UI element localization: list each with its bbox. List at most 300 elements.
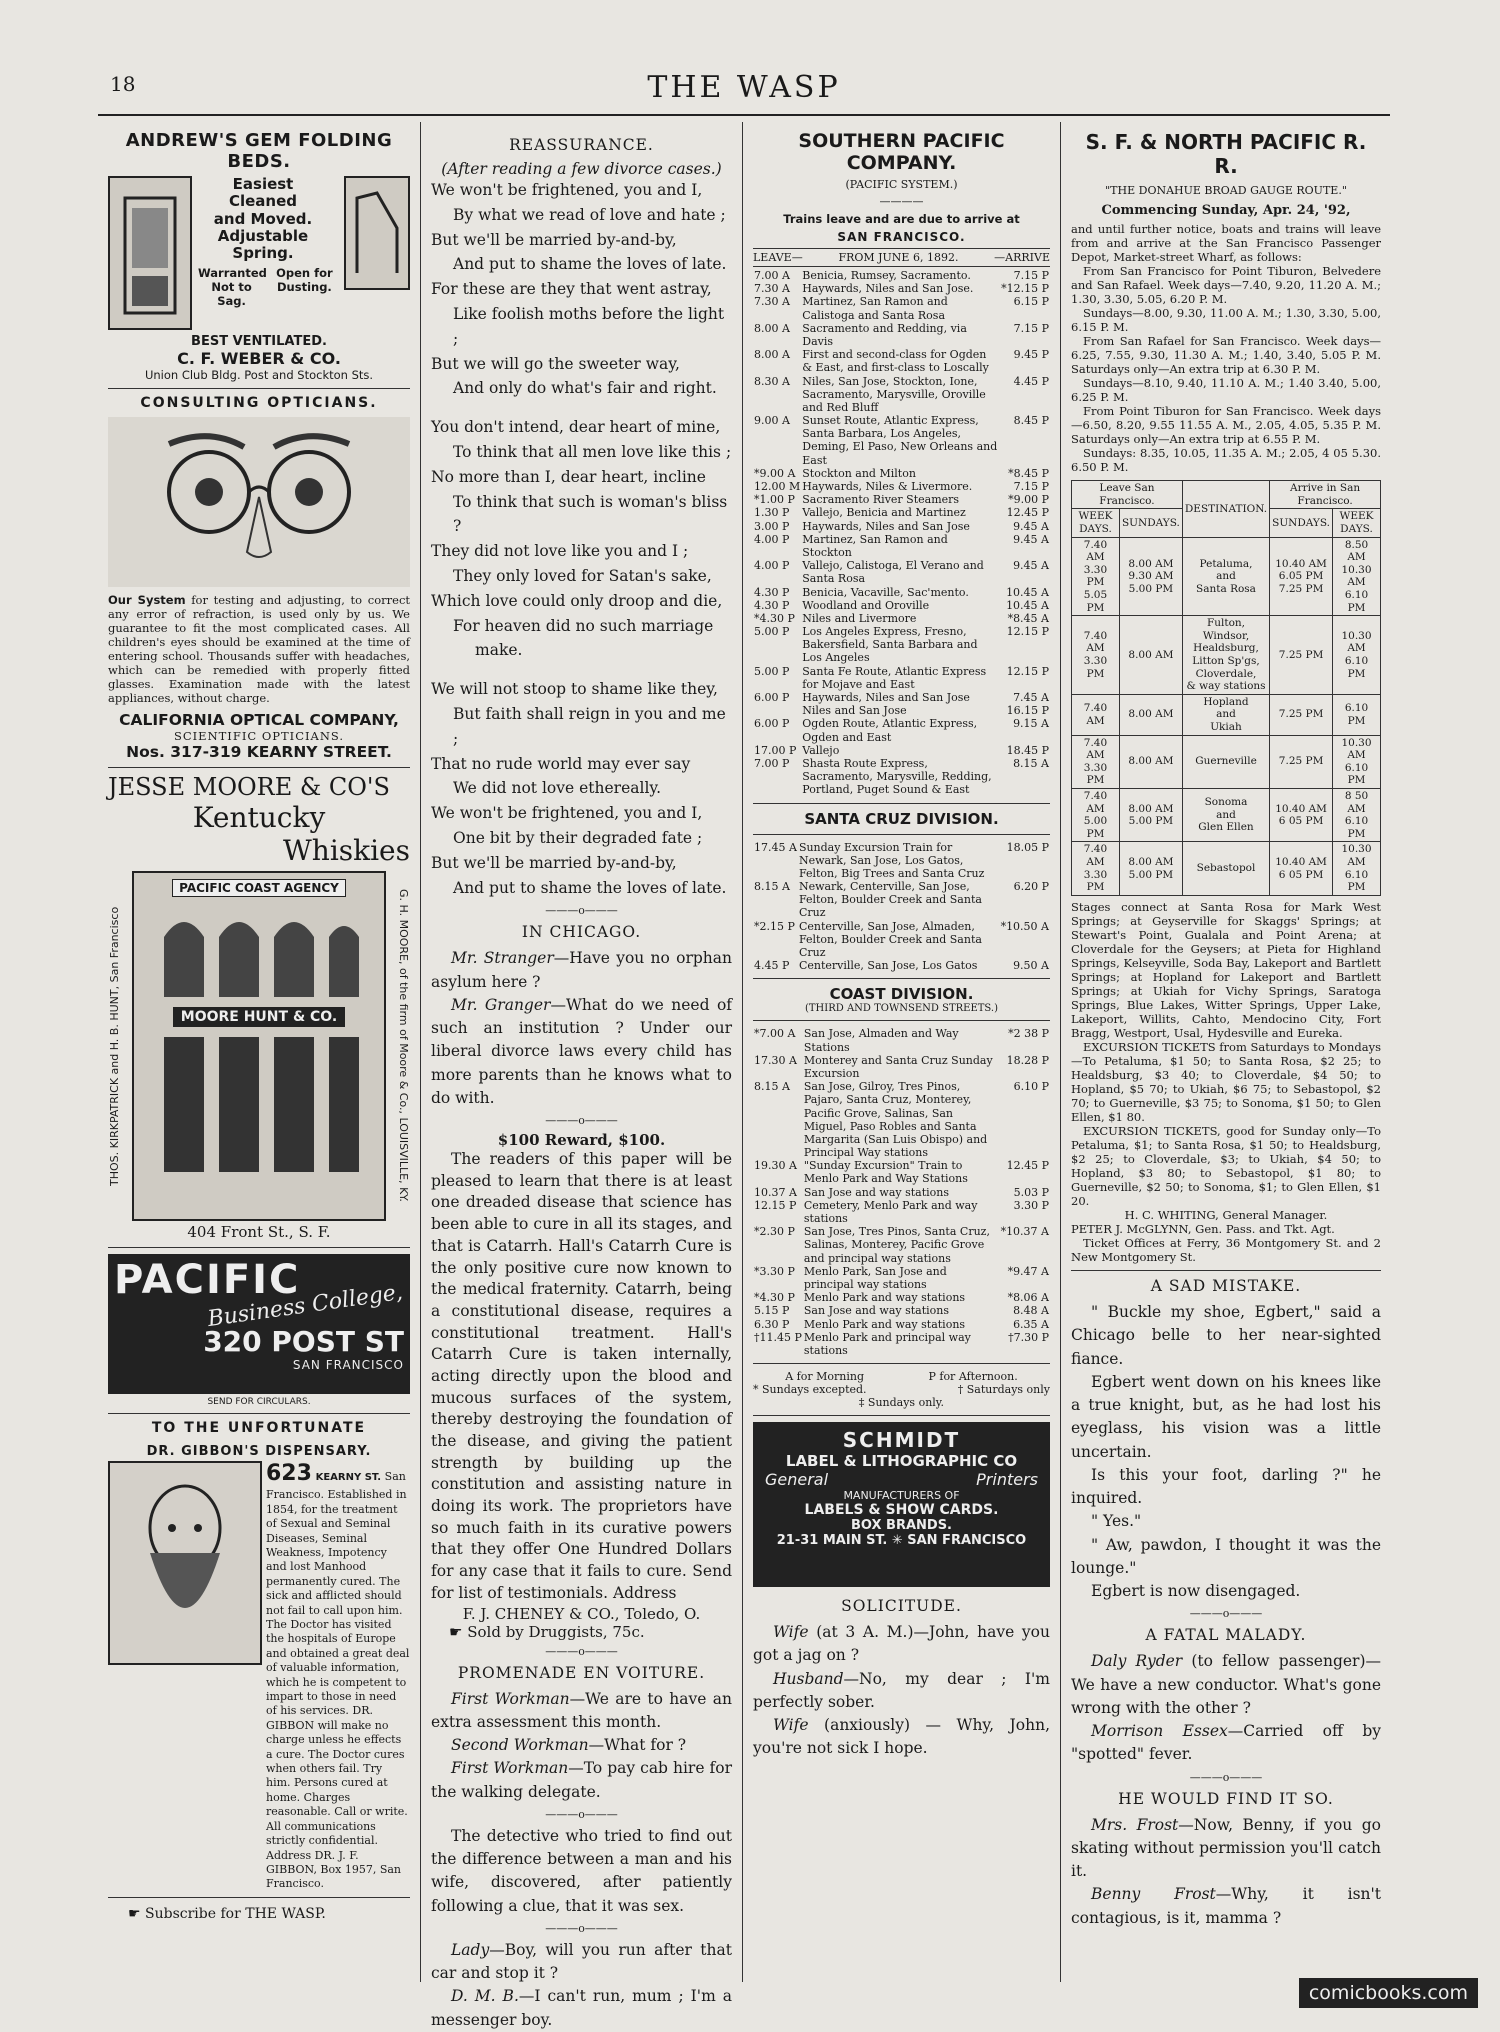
timetable-cell: Sacramento and Redding, via Davis bbox=[802, 321, 967, 348]
timetable-cell: 7.15 P bbox=[1013, 269, 1049, 282]
dialogue-text: —What for ? bbox=[588, 1736, 687, 1754]
solicitude-dialogue bbox=[753, 1621, 1050, 1761]
timetable-cell: 4.00 P bbox=[754, 559, 790, 573]
schmidt-labels: LABELS & SHOW CARDS. bbox=[804, 1502, 999, 1519]
schedule-cell: 7.40 AM 5.00 PM bbox=[1072, 788, 1120, 841]
bed-feature: Easiest bbox=[232, 175, 294, 193]
timetable-cell: 8.15 A bbox=[1013, 756, 1049, 770]
timetable-row bbox=[753, 612, 1050, 625]
timetable-cell: *3.30 P bbox=[754, 1264, 795, 1278]
sfnp-paragraph: From San Francisco for Point Tiburon, Belvedere and San Rafael. Week days—7.40, 9.20, 11.20 A. M.; 1.30, 3.30, 5.05, 6.20 P. M. bbox=[1071, 264, 1381, 307]
sfnp-commencing: Commencing Sunday, Apr. 24, '92, bbox=[1101, 203, 1351, 218]
optical-company: CALIFORNIA OPTICAL COMPANY, bbox=[119, 711, 399, 730]
timetable-cell: Monterey and Santa Cruz Sunday Excursion bbox=[803, 1053, 993, 1080]
timetable-cell: *7.00 A bbox=[754, 1027, 796, 1041]
gibbon-street: KEARNY ST. bbox=[315, 1471, 382, 1483]
timetable-cell bbox=[753, 704, 801, 717]
eyes-glasses-illustration bbox=[108, 417, 410, 587]
college-street: 320 POST ST bbox=[203, 1324, 404, 1358]
timetable-cell: Sacramento River Steamers bbox=[802, 493, 960, 507]
schedule-cell: 7.25 PM bbox=[1270, 694, 1333, 735]
timetable-row bbox=[753, 717, 1050, 743]
timetable-cell: 6.35 A bbox=[1013, 1317, 1049, 1331]
sfnp-paragraph: and until further notice, boats and trains will leave from and arrive at the San Francisco Passenger Depot, Market-street Wharf, as follows: bbox=[1071, 222, 1381, 265]
timetable-cell: "Sunday Excursion" Train to Menlo Park and Way Stations bbox=[803, 1159, 968, 1186]
timetable-cell: 4.30 P bbox=[754, 598, 790, 612]
college-name: Business College, bbox=[206, 1279, 405, 1332]
schedule-cell: 8.00 AM bbox=[1119, 694, 1182, 735]
timetable-cell: Benicia, Vacaville, Sac'mento. bbox=[802, 585, 969, 599]
story-paragraph: " Yes." bbox=[1091, 1512, 1142, 1531]
timetable-row bbox=[753, 691, 1050, 704]
poem-body bbox=[431, 178, 732, 900]
timetable-cell: Benicia, Rumsey, Sacramento. bbox=[802, 269, 971, 282]
moore-title: JESSE MOORE & CO'S bbox=[108, 773, 390, 802]
timetable-row bbox=[753, 1186, 1050, 1199]
timetable-row bbox=[753, 375, 1050, 415]
timetable-cell: San Jose, Gilroy, Tres Pinos, Pajaro, Santa Cruz, Monterey, Pacific Grove, Salinas, San Miguel, Paso Robles and Santa Margarita (San Luis Obispo) and Principal Way stations bbox=[803, 1080, 988, 1160]
coast-sub: (THIRD AND TOWNSEND STREETS.) bbox=[804, 1003, 999, 1015]
timetable-cell: 9.45 A bbox=[1013, 519, 1049, 533]
timetable-cell: 3.00 P bbox=[754, 519, 790, 533]
column-2: REASSURANCE. (After reading a few divorce cases.) We won't be frightened, you and I, By what we read of love and hate ; But we'll be married by-and-by, And put to shame the loves of late. For these are they that went astray, Like foolish moths before the light ; But we will go the sweeter way, And only do what's fair and right. You don't intend, dear heart of mine, To think that all men love like this ; No more than I, dear heart, incline To think that such is woman's bliss ? They did not love like you and I ; They only loved for Satan's sake, Which love could only droop and die, For heaven did no such marriage make. We will not stoop to shame like they, But faith shall reign in you and me ; That no rude world may ever say We did not love ethereally. We won't be frightened, you and I, One bit by their degraded fate ; But we'll be married by-and-by, And put to shame the loves of late. ———o——— IN CHICAGO. Mr. Stranger—Have you no orphan asylum here ? Mr. Granger—What do we need of such an institution ? Under our liberal divorce laws every child has more parents than he knows what to do with. ———o——— $100 Reward, $100. The readers of this paper will be pleased to learn that there is at least one dreaded disease that science has been able to cure in all its stages, and that is Catarrh. Hall's Catarrh Cure is the only positive cure now known to the medical fraternity. Catarrh, being a constitutional disease, requires a constitutional treatment. Hall's Catarrh Cure is taken internally, acting directly upon the blood and mucous surfaces of the system, thereby destroying the foundation of the disease, and giving the patient strength by building up the constitution and assisting nature in doing its work. The proprietors have so much faith in its curative powers that they offer One Hundred Dollars for any case that it fails to cure. Send for list of testimonials. Address F. J. CHENEY & CO., Toledo, O. ☛ Sold by Druggists, 75c. ———o——— PROMENADE EN VOITURE. First Workman—We are to have an extra assessment this month. Second Workman—What for ? First Workman—To pay cab hire for the walking delegate. ———o——— The detective who tried to find out the difference between a man and his wife, discovered, after patiently following a clue, that it was sex. ———o——— Lady—Boy, will you run after that car and stop it ? D. M. B.—I can't run, mum ; I'm a messenger boy. bbox=[421, 122, 743, 1982]
timetable-cell: 6.10 P bbox=[1013, 1080, 1049, 1094]
poem-line: Like foolish moths before the light ; bbox=[453, 304, 725, 348]
watermark: comicbooks.com bbox=[1299, 1978, 1478, 2008]
timetable-row bbox=[753, 704, 1050, 717]
timetable-legend: A for Morning P for Afternoon. * Sundays excepted. † Saturdays only ‡ Sundays only. bbox=[753, 1370, 1050, 1410]
speaker-name: Wife bbox=[773, 1623, 809, 1642]
schedule-cell: 7.40 AM 3.30 PM bbox=[1072, 842, 1120, 895]
timetable-cell: Niles and San Jose bbox=[802, 704, 907, 718]
masthead bbox=[98, 60, 1390, 108]
speaker-name: Wife bbox=[773, 1716, 809, 1735]
optical-lead: Our System bbox=[108, 593, 186, 607]
santa-cruz-title: SANTA CRUZ DIVISION. bbox=[804, 809, 999, 828]
schedule-cell: 10.40 AM 6 05 PM bbox=[1270, 788, 1333, 841]
chicago-title: IN CHICAGO. bbox=[521, 923, 642, 942]
beds-ventilated: BEST VENTILATED. bbox=[191, 334, 327, 349]
timetable-cell: 7.30 A bbox=[754, 282, 790, 296]
timetable-cell: *9.47 A bbox=[1007, 1264, 1049, 1278]
timetable-cell: Haywards, Niles and San Jose bbox=[802, 519, 970, 533]
schedule-row bbox=[1072, 788, 1381, 841]
sp-header-row: LEAVE— FROM JUNE 6, 1892. —ARRIVE bbox=[753, 251, 1050, 264]
story-paragraph: " Buckle my shoe, Egbert," said a Chicago belle to her near-sighted fiance. bbox=[1071, 1303, 1381, 1368]
bed-feature: Spring. bbox=[232, 244, 294, 262]
timetable-cell: 8.00 A bbox=[754, 348, 790, 362]
timetable-cell: 9.45 A bbox=[1013, 559, 1049, 573]
sfnp-route: "THE DONAHUE BROAD GAUGE ROUTE." bbox=[1105, 184, 1347, 197]
timetable-cell: Haywards, Niles & Livermore. bbox=[802, 480, 973, 493]
timetable-row bbox=[753, 269, 1050, 282]
timetable-cell: 8.15 A bbox=[754, 880, 790, 894]
dialogue-text: —We are to have an extra assessment this month. bbox=[431, 1689, 732, 1731]
poem-line: To think that such is woman's bliss ? bbox=[453, 492, 728, 536]
chicago-dialogue: Mr. Stranger—Have you no orphan asylum here ? Mr. Granger—What do we need of such an institution ? Under our liberal divorce laws every child has more parents than he knows what to do with. bbox=[431, 949, 733, 1107]
timetable-cell: †11.45 P bbox=[754, 1330, 802, 1344]
timetable-cell: 6.00 P bbox=[754, 717, 790, 731]
schmidt-name: SCHMIDT bbox=[842, 1428, 961, 1453]
lady-dialogue bbox=[431, 1939, 732, 2032]
promenade-title: PROMENADE EN VOITURE. bbox=[457, 1663, 706, 1682]
timetable-cell: Niles and Livermore bbox=[802, 611, 917, 625]
timetable-cell: 5.00 P bbox=[754, 625, 790, 639]
timetable-cell: Stockton and Milton bbox=[802, 466, 916, 480]
timetable-cell: 8.30 A bbox=[754, 374, 790, 388]
timetable-cell: Menlo Park, San Jose and principal way stations bbox=[803, 1264, 947, 1291]
gibbon-number: 623 bbox=[266, 1460, 312, 1486]
dialogue-line bbox=[431, 1757, 732, 1804]
poem-line: They only loved for Satan's sake, bbox=[453, 566, 712, 585]
timetable-row bbox=[753, 1265, 1050, 1291]
timetable-cell: 12.45 P bbox=[1006, 1159, 1049, 1173]
mistake-story bbox=[1071, 1301, 1381, 1603]
college-pacific: PACIFIC bbox=[114, 1256, 301, 1303]
schedule-cell: 7.40 AM 3.30 PM bbox=[1072, 616, 1120, 695]
moore-whiskies: Whiskies bbox=[283, 833, 410, 867]
pointing-hand-icon: ☛ bbox=[449, 1622, 463, 1641]
dialogue-text: —Now, Benny, if you go skating without permission you'll catch it. bbox=[1071, 1815, 1381, 1881]
poem-line: But faith shall reign in you and me ; bbox=[453, 704, 726, 748]
timetable-row bbox=[753, 480, 1050, 493]
schedule-row bbox=[1072, 537, 1381, 616]
timetable-row bbox=[753, 1027, 1050, 1053]
schedule-cell: 10.30 AM 6.10 PM bbox=[1333, 842, 1381, 895]
poem-line: But we'll be married by-and-by, bbox=[431, 853, 677, 872]
timetable-row bbox=[753, 1331, 1050, 1357]
publication-title: THE WASP bbox=[647, 70, 841, 105]
schedule-cell: 7.40 AM 3.30 PM 5.05 PM bbox=[1072, 537, 1120, 616]
poem-line: For these are they that went astray, bbox=[431, 280, 712, 299]
doctor-portrait bbox=[108, 1461, 262, 1665]
column-3: SOUTHERN PACIFIC COMPANY. (PACIFIC SYSTEM.) ———— Trains leave and are due to arrive at SAN FRANCISCO. LEAVE— FROM JUNE 6, 1892. —ARRIVE 7.00 A Benicia, Rumsey, Sacramento. 7.15 P 7.30 A Haywards, Niles and San Jose. *12.15 P 7.30 A Martinez, San Ramon and Calistoga and Santa Rosa 6.15 P 8.00 A Sacramento and Redding, via Davis 7.15 P 8.00 A First and second-class for Ogden & East, and first-class to Loscally 9.45 P 8.30 A Niles, San Jose, Stockton, Ione, Sacramento, Marysville, Oroville and Red Bluff 4.45 P 9.00 A Sunset Route, Atlantic Express, Santa Barbara, Los Angeles, Deming, El Paso, New Orleans and East 8.45 P *9.00 A Stockton and Milton *8.45 P 12.00 M Haywards, Niles & Livermore. 7.15 P *1.00 P Sacramento River Steamers *9.00 P 1.30 P Vallejo, Benicia and Martinez 12.45 P 3.00 P Haywards, Niles and San Jose 9.45 A 4.00 P Martinez, San Ramon and Stockton 9.45 A 4.00 P Vallejo, Calistoga, El Verano and Santa Rosa 9.45 A 4.30 P Benicia, Vacaville, Sac'mento. 10.45 A 4.30 P Woodland and Oroville 10.45 A *4.30 P Niles and Livermore *8.45 A 5.00 P Los Angeles Express, Fresno, Bakersfield, Santa Barbara and Los Angeles 12.15 P 5.00 P Santa Fe Route, Atlantic Express for Mojave and East 12.15 P 6.00 P Haywards, Niles and San Jose 7.45 A Niles and San Jose 16.15 P 6.00 P Ogden Route, Atlantic Express, Ogden and East 9.15 A 17.00 P Vallejo 18.45 P 7.00 P Shasta Route Express, Sacramento, Marysville, Redding, Portland, Puget Sound & East 8.15 A SANTA CRUZ DIVISION. 17.45 A Sunday Excursion Train for Newark, San Jose, Los Gatos, Felton, Big Trees and Santa Cruz 18.05 P 8.15 A Newark, Centerville, San Jose, Felton, Boulder Creek and Santa Cruz 6.20 P *2.15 P Centerville, San Jose, Almaden, Felton, Boulder Creek and Santa Cruz *10.50 A 4.45 P Centerville, San Jose, Los Gatos 9.50 A COAST DIVISION. (THIRD AND TOWNSEND STREETS.) *7.00 A San Jose, Almaden and Way Stations *2 38 P 17.30 A Monterey and Santa Cruz Sunday Excursion 18.28 P 8.15 A San Jose, Gilroy, Tres Pinos, Pajaro, Santa Cruz, Monterey, Pacific Grove, Salinas, San Miguel, Paso Robles and Santa Margarita (San Luis Obispo) and Principal Way stations 6.10 P 19.30 A "Sunday Excursion" Train to Menlo Park and Way Stations 12.45 P 10.37 A San Jose and way stations 5.03 P 12.15 P Cemetery, Menlo Park and way stations 3.30 P *2.30 P San Jose, Tres Pinos, Santa Cruz, Salinas, Monterey, Pacific Grove and principal way stations *10.37 A *3.30 P Menlo Park, San Jose and principal way stations *9.47 A *4.30 P Menlo Park and way stations *8.06 A 5.15 P San Jose and way stations 8.48 A 6.30 P Menlo Park and way stations 6.35 A †11.45 P Menlo Park and principal way stations †7.30 P A for Morning P for Afternoon. * Sundays excepted. † Saturdays only ‡ Sundays only. SCHMIDT LABEL & LITHOGRAPHIC CO General Printers MANUFACTURERS OF LABELS & SHOW CARDS. BOX BRANDS. 21-31 MAIN ST. ✳ SAN FRANCISCO SOLICITUDE. Wife (at 3 A. M.)—John, have you got a jag on ? Husband—No, my dear ; I'm perfectly sober. Wife (anxiously) — Why, John, you're not sick I hope. bbox=[743, 122, 1061, 1982]
schedule-cell: Guerneville bbox=[1182, 735, 1269, 788]
schedule-cell: 7.40 AM 3.30 PM bbox=[1072, 735, 1120, 788]
timetable-row bbox=[753, 880, 1050, 920]
timetable-cell: *4.30 P bbox=[754, 611, 795, 625]
timetable-row bbox=[753, 1159, 1050, 1185]
sp-trains: Trains leave and are due to arrive at bbox=[783, 212, 1020, 226]
schedule-cell: Petaluma, and Santa Rosa bbox=[1182, 537, 1269, 616]
schedule-cell: 6.10 PM bbox=[1333, 694, 1381, 735]
poem-stanza bbox=[431, 677, 732, 900]
timetable-cell: 4.30 P bbox=[754, 585, 790, 599]
moore-agency: PACIFIC COAST AGENCY bbox=[172, 879, 346, 897]
timetable-cell: 9.45 A bbox=[1013, 532, 1049, 546]
timetable-cell: 4.45 P bbox=[754, 959, 790, 973]
timetable-row bbox=[753, 959, 1050, 972]
timetable-cell: *2.30 P bbox=[754, 1225, 795, 1239]
sfnp-notes: Stages connect at Santa Rosa for Mark West Springs; at Geyserville for Skaggs' Springs; at Stewart's Point, Gualala and Point Arena; at Cloverdale for the Geysers; at Pieta for Highland Springs, Kelseyville, Soda Bay, Lakeport and Bartlett Springs; at Hopland for Lakeport and Bartlett Springs; at Ukiah for Vichy Springs, Saratoga Springs, Blue Lakes, Witter Springs, Upper Lake, Lakeport, Willits, Cahto, Mendocino City, Fort Bragg, Westport, Usal, Hydesville and Eureka. EXCURSION TICKETS from Saturdays to Mondays—To Petaluma, $1 50; to Santa Rosa, $2 25; to Healdsburg, $3 40; to Cloverdale, $4 50; to Hopland, $5 70; to Ukiah, $6 75; to Sebastopol, $2 70; to Guerneville, $3 75; to Sonoma, $1 50; to Glen Ellen, $1 80. EXCURSION TICKETS, good for Sunday only—To Petaluma, $1; to Santa Rosa, $1 50; to Healdsburg, $2 25; to Cloverdale, $3; to Ukiah, $4 50; to Hopland, $3 80; to Sebastopol, $1 80; to Guerneville, $2 50; to Sonoma, $1; to Glen Ellen, $1 20. H. C. WHITING, General Manager. PETER J. McGLYNN, Gen. Pass. and Tkt. Agt. Ticket Offices at Ferry, 36 Montgomery St. and 2 New Montgomery St. bbox=[1071, 899, 1381, 1265]
timetable-cell: San Jose and way stations bbox=[803, 1304, 950, 1318]
timetable-cell: 7.30 A bbox=[754, 295, 790, 309]
timetable-cell: 10.37 A bbox=[754, 1185, 797, 1199]
timetable-cell: 7.15 P bbox=[1013, 480, 1049, 493]
schmidt-box: BOX BRANDS. bbox=[851, 1518, 952, 1534]
dialogue-line bbox=[431, 1688, 732, 1735]
column-1 bbox=[98, 122, 421, 1982]
timetable-cell: 6.30 P bbox=[754, 1317, 790, 1331]
timetable-cell: Vallejo bbox=[802, 743, 840, 757]
timetable-cell: 12.15 P bbox=[754, 1198, 797, 1212]
poem-line: They did not love like you and I ; bbox=[431, 542, 689, 561]
dialogue-line bbox=[431, 1939, 732, 1986]
timetable-cell: 7.00 A bbox=[754, 269, 790, 282]
poem-line: You don't intend, dear heart of mine, bbox=[431, 418, 721, 437]
speaker-name: Daly Ryder bbox=[1091, 1652, 1183, 1671]
sp-sub: (PACIFIC SYSTEM.) bbox=[845, 178, 958, 191]
gibbon-text: San Francisco. Established in 1854, for the treatment of Sexual and Seminal Diseases, Seminal Weakness, Impotency and lost Manhood permanently cured. The sick and afflicted should not fail to call upon him. The Doctor has visited the hospitals of Europe and obtained a great deal of valuable information, which he is competent to impart to those in need of his services. DR. GIBBON will make no charge unless he effects a cure. The Doctor cures when others fail. Try him. Persons cured at home. Charges reasonable. Call or write. All communications strictly confidential. Address DR. J. F. GIBBON, Box 1957, San Francisco. bbox=[266, 1469, 410, 1891]
timetable-cell: 7.00 P bbox=[754, 756, 790, 770]
timetable-cell: 17.45 A bbox=[754, 840, 797, 854]
beds-company: C. F. WEBER & CO. bbox=[177, 349, 341, 368]
timetable-cell: *8.45 P bbox=[1008, 466, 1049, 480]
timetable-cell: 8.45 P bbox=[1013, 414, 1049, 428]
timetable-cell: *10.50 A bbox=[1000, 919, 1049, 933]
speaker-name: Benny Frost bbox=[1091, 1885, 1216, 1904]
timetable-cell: 7.15 P bbox=[1013, 321, 1049, 335]
timetable-cell: Menlo Park and way stations bbox=[803, 1317, 966, 1331]
subscribe-text: Subscribe for THE WASP. bbox=[145, 1905, 326, 1922]
story-paragraph: Is this your foot, darling ?" he inquired. bbox=[1071, 1465, 1381, 1508]
timetable-row bbox=[753, 414, 1050, 467]
poem-title: REASSURANCE. bbox=[509, 136, 654, 154]
timetable-row bbox=[753, 599, 1050, 612]
timetable-cell: 4.00 P bbox=[754, 532, 790, 546]
poem-line: Which love could only droop and die, bbox=[431, 591, 723, 610]
poem-line: One bit by their degraded fate ; bbox=[453, 828, 703, 847]
sp-city: SAN FRANCISCO. bbox=[837, 230, 966, 244]
timetable-row bbox=[753, 625, 1050, 665]
timetable-cell: 5.15 P bbox=[754, 1304, 790, 1318]
timetable-cell: Menlo Park and way stations bbox=[803, 1291, 966, 1305]
sfnp-title: S. F. & NORTH PACIFIC R. R. bbox=[1085, 130, 1367, 178]
dialogue-text: (at 3 A. M.)—John, have you got a jag on ? bbox=[753, 1623, 1050, 1665]
page-number: 18 bbox=[110, 72, 136, 96]
sfnp-schedule-text bbox=[1071, 222, 1381, 474]
building-illustration bbox=[132, 871, 386, 1221]
timetable-cell: †7.30 P bbox=[1008, 1330, 1049, 1344]
dialogue-text: —I can't run, mum ; I'm a messenger boy. bbox=[431, 1987, 732, 2029]
poem-line: make. bbox=[475, 641, 523, 660]
timetable-cell: Vallejo, Benicia and Martinez bbox=[802, 506, 966, 520]
schedule-cell: Hopland and Ukiah bbox=[1182, 694, 1269, 735]
schedule-cell: 8.00 AM 5.00 PM bbox=[1119, 788, 1182, 841]
timetable-row bbox=[753, 586, 1050, 599]
poem-line: And put to shame the loves of late. bbox=[453, 878, 727, 897]
dialogue-line bbox=[753, 1668, 1050, 1715]
dialogue-line bbox=[1071, 1720, 1381, 1767]
dialogue-line bbox=[753, 1714, 1050, 1761]
timetable-cell: *10.37 A bbox=[1000, 1225, 1049, 1239]
timetable-row bbox=[753, 295, 1050, 321]
timetable-cell: Sunset Route, Atlantic Express, Santa Barbara, Los Angeles, Deming, El Paso, New Orleans and East bbox=[802, 414, 998, 467]
timetable-row bbox=[753, 920, 1050, 960]
timetable-cell: *1.00 P bbox=[754, 493, 795, 507]
dialogue-line bbox=[1071, 1883, 1381, 1930]
solicitude-title: SOLICITUDE. bbox=[841, 1597, 962, 1616]
poem-line: By what we read of love and hate ; bbox=[453, 205, 726, 224]
timetable-cell: Martinez, San Ramon and Stockton bbox=[802, 532, 948, 559]
timetable-row bbox=[753, 757, 1050, 797]
timetable-cell: 12.00 M bbox=[754, 480, 801, 493]
schedule-row bbox=[1072, 616, 1381, 695]
schedule-row bbox=[1072, 842, 1381, 895]
timetable-cell: 18.45 P bbox=[1006, 743, 1049, 757]
timetable-row bbox=[753, 1054, 1050, 1080]
timetable-cell: First and second-class for Ogden & East, and first-class to Loscally bbox=[802, 348, 989, 375]
timetable-cell: San Jose and way stations bbox=[803, 1185, 950, 1199]
business-college-ad bbox=[108, 1254, 410, 1407]
dialogue-text: —Why, it isn't contagious, is it, mamma ? bbox=[1071, 1885, 1381, 1927]
timetable-cell: Haywards, Niles and San Jose bbox=[802, 691, 970, 704]
timetable-row bbox=[753, 1291, 1050, 1304]
beds-title: ANDREW'S GEM FOLDING BEDS. bbox=[125, 130, 393, 172]
timetable-row bbox=[753, 493, 1050, 506]
schedule-cell: 8.00 AM 9.30 AM 5.00 PM bbox=[1119, 537, 1182, 616]
poem-line: For heaven did no such marriage bbox=[453, 616, 714, 635]
pointing-hand-icon: ☛ bbox=[128, 1905, 141, 1922]
schedule-cell: 8.00 AM bbox=[1119, 616, 1182, 695]
timetable-row bbox=[753, 1225, 1050, 1265]
timetable-cell: Ogden Route, Atlantic Express, Ogden and East bbox=[802, 717, 978, 744]
dialogue-line bbox=[753, 1621, 1050, 1668]
timetable-cell: *4.30 P bbox=[754, 1291, 795, 1305]
schedule-cell: 8 50 AM 6.10 PM bbox=[1333, 788, 1381, 841]
timetable-cell: 10.45 A bbox=[1006, 585, 1049, 599]
timetable-cell: Newark, Centerville, San Jose, Felton, Boulder Creek and Santa Cruz bbox=[798, 880, 982, 920]
poem-line: To think that all men love like this ; bbox=[453, 442, 732, 461]
schedule-cell: 10.30 AM 6.10 PM bbox=[1333, 616, 1381, 695]
timetable-cell: *2.15 P bbox=[754, 919, 795, 933]
schedule-cell: 7.40 AM bbox=[1072, 694, 1120, 735]
detective-joke: The detective who tried to find out the difference between a man and his wife, discovered, after patiently following a clue, that it was sex. bbox=[431, 1826, 732, 1915]
timetable-cell: Cemetery, Menlo Park and way stations bbox=[803, 1198, 978, 1225]
dialogue-line bbox=[431, 1985, 732, 2032]
find-dialogue bbox=[1071, 1814, 1381, 1930]
timetable-cell: 4.45 P bbox=[1013, 374, 1049, 388]
timetable-cell: 19.30 A bbox=[754, 1159, 797, 1173]
schedule-row bbox=[1072, 735, 1381, 788]
schedule-cell: 7.25 PM bbox=[1270, 735, 1333, 788]
schedule-cell: Fulton, Windsor, Healdsburg, Litton Sp'gs, Cloverdale, & way stations bbox=[1182, 616, 1269, 695]
speaker-name: Morrison Essex bbox=[1091, 1722, 1228, 1741]
timetable-row bbox=[753, 348, 1050, 374]
malady-dialogue bbox=[1071, 1650, 1381, 1766]
dialogue-line bbox=[1071, 1814, 1381, 1884]
poem-line: No more than I, dear heart, incline bbox=[431, 467, 706, 486]
poem-line: We did not love ethereally. bbox=[453, 779, 662, 798]
poem-line: We won't be frightened, you and I, bbox=[431, 181, 703, 199]
college-banner bbox=[108, 1254, 410, 1394]
speaker-name: First Workman bbox=[451, 1759, 569, 1778]
timetable-cell: *8.06 A bbox=[1007, 1291, 1049, 1305]
timetable-row bbox=[753, 322, 1050, 348]
timetable-cell: 9.50 A bbox=[1013, 959, 1049, 973]
sfnp-schedule-table: Leave San Francisco. DESTINATION. Arrive in San Francisco. WEEK DAYS. SUNDAYS. SUNDAYS. WEEK DAYS. 7.40 AM 3.30 PM 5.05 PM 8.00 AM 9.30 AM 5.00 PM Petaluma, and Santa Rosa 10.40 AM 6.05 PM 7.25 PM 8.50 AM 10.30 AM 6.10 PM 7.40 AM 3.30 PM 8.00 AM Fulton, Windsor, Healdsburg, Litton Sp'gs, Cloverdale, & way stations 7.25 PM 10.30 AM 6.10 PM 7.40 AM 8.00 AM Hopland and Ukiah 7.25 PM 6.10 PM 7.40 AM 3.30 PM 8.00 AM Guerneville 7.25 PM 10.30 AM 6.10 PM 7.40 AM 5.00 PM 8.00 AM 5.00 PM Sonoma and Glen Ellen 10.40 AM 6 05 PM 8 50 AM 6.10 PM 7.40 AM 3.30 PM 8.00 AM 5.00 PM Sebastopol 10.40 AM 6 05 PM 10.30 AM 6.10 PM bbox=[1071, 480, 1381, 895]
reward-title: $100 Reward, $100. bbox=[497, 1131, 666, 1150]
mistake-title: A SAD MISTAKE. bbox=[1150, 1277, 1302, 1296]
promenade-dialogue bbox=[431, 1688, 732, 1804]
timetable-cell: 16.15 P bbox=[1006, 704, 1049, 718]
schmidt-line1: LABEL & LITHOGRAPHIC CO bbox=[785, 1452, 1018, 1471]
timetable-cell: 12.15 P bbox=[1006, 664, 1049, 678]
dialogue-text: —Carried off by "spotted" fever. bbox=[1071, 1722, 1381, 1764]
timetable-cell: 5.00 P bbox=[754, 664, 790, 678]
timetable-cell: 3.30 P bbox=[1013, 1198, 1049, 1212]
timetable-cell: 10.45 A bbox=[1006, 598, 1049, 612]
subscribe-note bbox=[108, 1906, 410, 1922]
find-title: HE WOULD FIND IT SO. bbox=[1118, 1789, 1334, 1808]
timetable-cell: Los Angeles Express, Fresno, Bakersfield, Santa Barbara and Los Angeles bbox=[802, 625, 978, 665]
timetable-row bbox=[753, 1318, 1050, 1331]
bed-cabinet-illustration bbox=[108, 176, 192, 330]
timetable-cell: 12.15 P bbox=[1006, 625, 1049, 639]
timetable-cell: 7.45 A bbox=[1013, 691, 1049, 704]
timetable-row bbox=[753, 1080, 1050, 1159]
schedule-cell: 7.25 PM bbox=[1270, 616, 1333, 695]
speaker-name: D. M. B. bbox=[451, 1987, 519, 2006]
folding-beds-ad bbox=[108, 130, 410, 382]
timetable-cell: Vallejo, Calistoga, El Verano and Santa Rosa bbox=[802, 559, 984, 586]
timetable-cell: Santa Fe Route, Atlantic Express for Mojave and East bbox=[802, 664, 987, 691]
schedule-cell: 8.00 AM 5.00 PM bbox=[1119, 842, 1182, 895]
timetable-row bbox=[753, 744, 1050, 757]
schmidt-addr: 21-31 MAIN ST. ✳ SAN FRANCISCO bbox=[776, 1533, 1027, 1549]
timetable-row bbox=[753, 520, 1050, 533]
timetable-cell: *9.00 A bbox=[754, 466, 796, 480]
timetable-cell: Woodland and Oroville bbox=[802, 598, 930, 612]
sp-main-timetable bbox=[753, 269, 1050, 797]
speaker-name: Lady bbox=[451, 1940, 490, 1959]
timetable-cell: 6.15 P bbox=[1013, 295, 1049, 309]
timetable-cell: San Jose, Tres Pinos, Santa Cruz, Salinas, Monterey, Pacific Grove and principal way stations bbox=[803, 1225, 990, 1265]
timetable-cell: 8.00 A bbox=[754, 321, 790, 335]
moore-left-side: THOS. KIRKPATRICK and H. B. HUNT, San Francisco bbox=[108, 905, 121, 1186]
story-paragraph: " Aw, pawdon, I thought it was the lounge." bbox=[1071, 1535, 1381, 1577]
timetable-cell: Shasta Route Express, Sacramento, Marysville, Redding, Portland, Puget Sound & East bbox=[802, 756, 992, 797]
malady-title: A FATAL MALADY. bbox=[1145, 1626, 1307, 1645]
story-paragraph: Egbert is now disengaged. bbox=[1091, 1582, 1301, 1601]
moore-kentucky: Kentucky bbox=[192, 800, 326, 834]
speaker-name: Husband bbox=[773, 1669, 844, 1688]
gibbon-title: DR. GIBBON'S DISPENSARY. bbox=[146, 1443, 372, 1459]
bed-feature: Adjustable bbox=[217, 226, 309, 245]
schedule-cell: 10.30 AM 6.10 PM bbox=[1333, 735, 1381, 788]
moore-sign: MOORE HUNT & CO. bbox=[173, 1007, 345, 1027]
timetable-row bbox=[753, 1304, 1050, 1317]
poem-subtitle: (After reading a few divorce cases.) bbox=[441, 160, 722, 178]
sfnp-paragraph: From Point Tiburon for San Francisco. Week days—6.50, 8.20, 9.55 11.55 A. M., 2.05, 4.05, 5.35 P. M. Saturdays only—An extra trip at 6.55 P. M. bbox=[1071, 404, 1381, 447]
timetable-row bbox=[753, 533, 1050, 559]
dialogue-line bbox=[431, 1734, 732, 1757]
reward-druggists: ☛ Sold by Druggists, 75c. bbox=[449, 1622, 645, 1641]
poem-line: We will not stoop to shame like they, bbox=[431, 680, 718, 699]
timetable-cell: 9.00 A bbox=[754, 414, 790, 428]
schedule-cell: 8.00 AM bbox=[1119, 735, 1182, 788]
coast-title: COAST DIVISION. bbox=[829, 985, 974, 1004]
timetable-cell: Menlo Park and principal way stations bbox=[803, 1330, 971, 1357]
timetable-cell: 18.05 P bbox=[1006, 840, 1049, 854]
timetable-row bbox=[753, 506, 1050, 519]
sfnp-paragraph: Sundays—8.00, 9.30, 11.00 A. M.; 1.30, 3.30, 5.00, 6.15 P. M. bbox=[1071, 306, 1381, 335]
timetable-row bbox=[753, 841, 1050, 881]
timetable-cell: Centerville, San Jose, Almaden, Felton, Boulder Creek and Santa Cruz bbox=[798, 919, 982, 959]
dialogue-text: —Boy, will you run after that car and stop it ? bbox=[431, 1940, 732, 1982]
timetable-cell: 6.20 P bbox=[1013, 880, 1049, 894]
coast-timetable bbox=[753, 1027, 1050, 1357]
